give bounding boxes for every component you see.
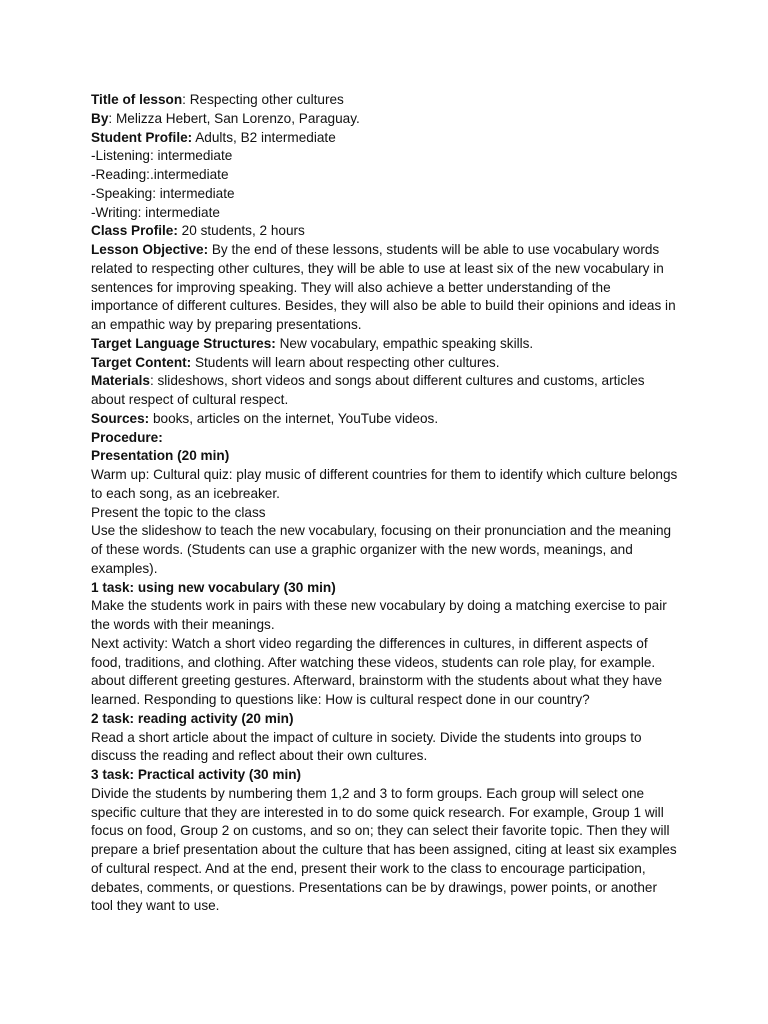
materials-value: : slideshows, short videos and songs about different cultures and customs, articles about respect of cultural respect. <box>91 373 645 407</box>
skill-listening: -Listening: intermediate <box>91 148 233 164</box>
author-line <box>91 110 681 129</box>
lesson-objective-paragraph <box>91 241 681 335</box>
target-structures-line <box>91 335 681 354</box>
lesson-plan-document <box>91 91 681 916</box>
class-profile-label: Class Profile: <box>91 223 178 239</box>
target-content-value: Students will learn about respecting other cultures. <box>191 354 500 370</box>
student-profile-line <box>91 129 681 148</box>
title-value: : Respecting other cultures <box>182 92 344 107</box>
presentation-heading: Presentation (20 min) <box>91 448 230 464</box>
skill-speaking: -Speaking: intermediate <box>91 185 235 201</box>
sources-value: books, articles on the internet, YouTube videos. <box>149 410 439 426</box>
sources-line <box>91 410 681 429</box>
next-activity-paragraph: Next activity: Watch a short video regarding the differences in cultures, in different aspects of food, traditions, and clothing. After watching these videos, students can role play, for example. about different greeting gestures. Afterward, brainstorm with the students about what they have learned. Responding to questions like: How is cultural respect done in our country? <box>91 635 663 707</box>
target-content-label: Target Content: <box>91 354 192 370</box>
lesson-objective-label: Lesson Objective: <box>91 242 209 257</box>
class-profile-value: 20 students, 2 hours <box>177 223 305 239</box>
task-1-heading: 1 task: using new vocabulary (30 min) <box>91 579 336 595</box>
slideshow-paragraph: Use the slideshow to teach the new vocabulary, focusing on their pronunciation and the meaning of these words. (Students can use a graphic organizer with the new words, meanings, and examples). <box>91 523 672 576</box>
author-label: By <box>91 110 109 126</box>
class-profile-line <box>91 222 681 241</box>
task-3-paragraph: Divide the students by numbering them 1,2 and 3 to form groups. Each group will select one specific culture that they are interested in to do some quick research. For example, Group 1 will focus on food, Group 2 on customs, and so on; they can select their favorite topic. Then they will prepare a brief presentation about the culture that has been assigned, citing at least six examples of cultural respect. And at the end, present their work to the class to encourage participation, debates, comments, or questions. Presentations can be by drawings, power points, or another tool they want to use. <box>91 785 677 914</box>
target-structures-label: Target Language Structures: <box>91 335 276 351</box>
sources-label: Sources: <box>91 410 150 426</box>
skill-writing: -Writing: intermediate <box>91 204 220 220</box>
student-profile-label: Student Profile: <box>91 129 193 145</box>
warm-up-paragraph: Warm up: Cultural quiz: play music of different countries for them to identify which culture belongs to each song, as an icebreaker. <box>91 467 678 501</box>
skill-reading: -Reading:.intermediate <box>91 167 229 182</box>
author-value: : Melizza Hebert, San Lorenzo, Paraguay. <box>108 110 360 126</box>
materials-paragraph <box>91 372 681 410</box>
student-profile-value: Adults, B2 intermediate <box>192 129 336 145</box>
task-3-heading: 3 task: Practical activity (30 min) <box>91 767 302 782</box>
task-1-paragraph: Make the students work in pairs with these new vocabulary by doing a matching exercise to pair the words with their meanings. <box>91 598 667 632</box>
task-2-heading: 2 task: reading activity (20 min) <box>91 710 294 726</box>
task-2-paragraph: Read a short article about the impact of culture in society. Divide the students into groups to discuss the reading and reflect about their own cultures. <box>91 729 642 764</box>
target-structures-value: New vocabulary, empathic speaking skills. <box>275 335 534 351</box>
target-content-line <box>91 354 681 373</box>
present-topic-line: Present the topic to the class <box>91 504 266 520</box>
lesson-objective-value: By the end of these lessons, students will be able to use vocabulary words related to respecting other cultures, they will be able to use at least six of the new vocabulary in sentences for improving speaking. They will also achieve a better understanding of the importance of different cultures. Besides, they will also be able to build their opinions and ideas in an empathic way by preparing presentations. <box>91 242 676 332</box>
procedure-heading: Procedure: <box>91 429 163 445</box>
materials-label: Materials <box>91 373 150 389</box>
title-line <box>91 91 681 110</box>
title-label: Title of lesson <box>91 92 183 107</box>
